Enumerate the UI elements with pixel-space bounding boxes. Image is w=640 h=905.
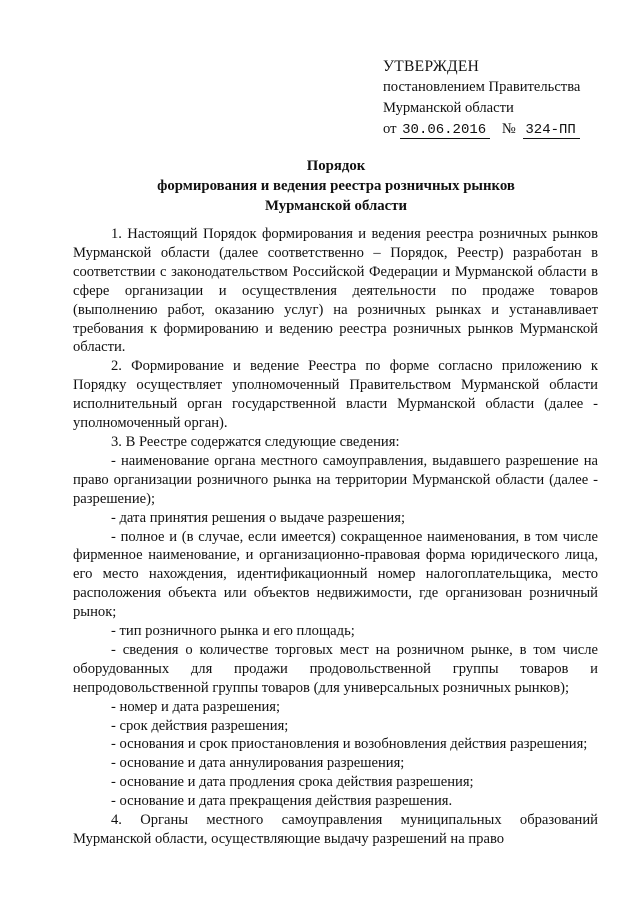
approval-stamp — [383, 56, 623, 140]
approval-line-1: постановлением Правительства — [383, 79, 581, 95]
approval-date-row — [383, 119, 623, 140]
approval-line-2: Мурманской области — [383, 100, 514, 116]
approval-number-sign: № — [501, 121, 516, 137]
list-item: - наименование органа местного самоуправления, выдавшего разрешение на право организации розничного рынка на территории Мурманской области (далее - разрешение); — [73, 452, 598, 507]
approval-date: 30.06.2016 — [400, 123, 490, 139]
list-item: - основание и дата продления срока действия разрешения; — [111, 774, 474, 791]
title-line-3: Мурманской области — [264, 198, 408, 214]
list-item: - основание и дата аннулирования разрешения; — [111, 755, 405, 772]
approval-date-prefix: от — [383, 121, 397, 137]
list-item: - тип розничного рынка и его площадь; — [111, 623, 355, 640]
title-line-2: формирования и ведения реестра розничных рынков — [157, 178, 515, 194]
list-item: - основание и дата прекращения действия разрешения. — [111, 793, 453, 810]
paragraph-2: 2. Формирование и ведение Реестра по форме согласно приложению к Порядку осуществляет уполномоченный Правительством Мурманской области исполнительный орган государственной власти Мурманской области (далее - уполномоченный орган). — [73, 358, 598, 432]
list-item: - дата принятия решения о выдаче разрешения; — [111, 509, 406, 526]
list-item: - срок действия разрешения; — [111, 717, 289, 734]
list-item: - основания и срок приостановления и возобновления действия разрешения; — [111, 736, 588, 753]
approval-number: 324-ПП — [523, 123, 579, 139]
document-body — [73, 225, 598, 849]
list-item: - номер и дата разрешения; — [111, 698, 281, 715]
list-item: - полное и (в случае, если имеется) сокращенное наименования, в том числе фирменное наименование, и организационно-правовая форма юридического лица, его место нахождения, идентификационный номер налогоплательщика, место расположения объекта или объектов недвижимости, где организован розничный рынок; — [73, 528, 598, 621]
paragraph-4: 4. Органы местного самоуправления муниципальных образований Мурманской области, осуществляющие выдачу разрешений на право — [73, 812, 598, 847]
list-item: - сведения о количестве торговых мест на розничном рынке, в том числе оборудованных для продажи продовольственной группы товаров и непродовольственной группы товаров (для универсальных розничных рынков); — [73, 641, 598, 696]
paragraph-3: 3. В Реестре содержатся следующие сведения: — [111, 433, 400, 450]
paragraph-1: 1. Настоящий Порядок формирования и ведения реестра розничных рынков Мурманской области (далее соответственно – Порядок, Реестр) разработан в соответствии с законодательством Российской Федерации и Мурманской области в сфере организации и осуществления деятельности по продаже товаров (выполнению работ, оказанию услуг) на розничных рынках и устанавливает требования к формированию и ведению реестра розничных рынков Мурманской области. — [73, 226, 598, 356]
approval-heading: УТВЕРЖДЕН — [383, 58, 480, 75]
title-line-1: Порядок — [306, 158, 366, 174]
document-title — [72, 156, 600, 216]
